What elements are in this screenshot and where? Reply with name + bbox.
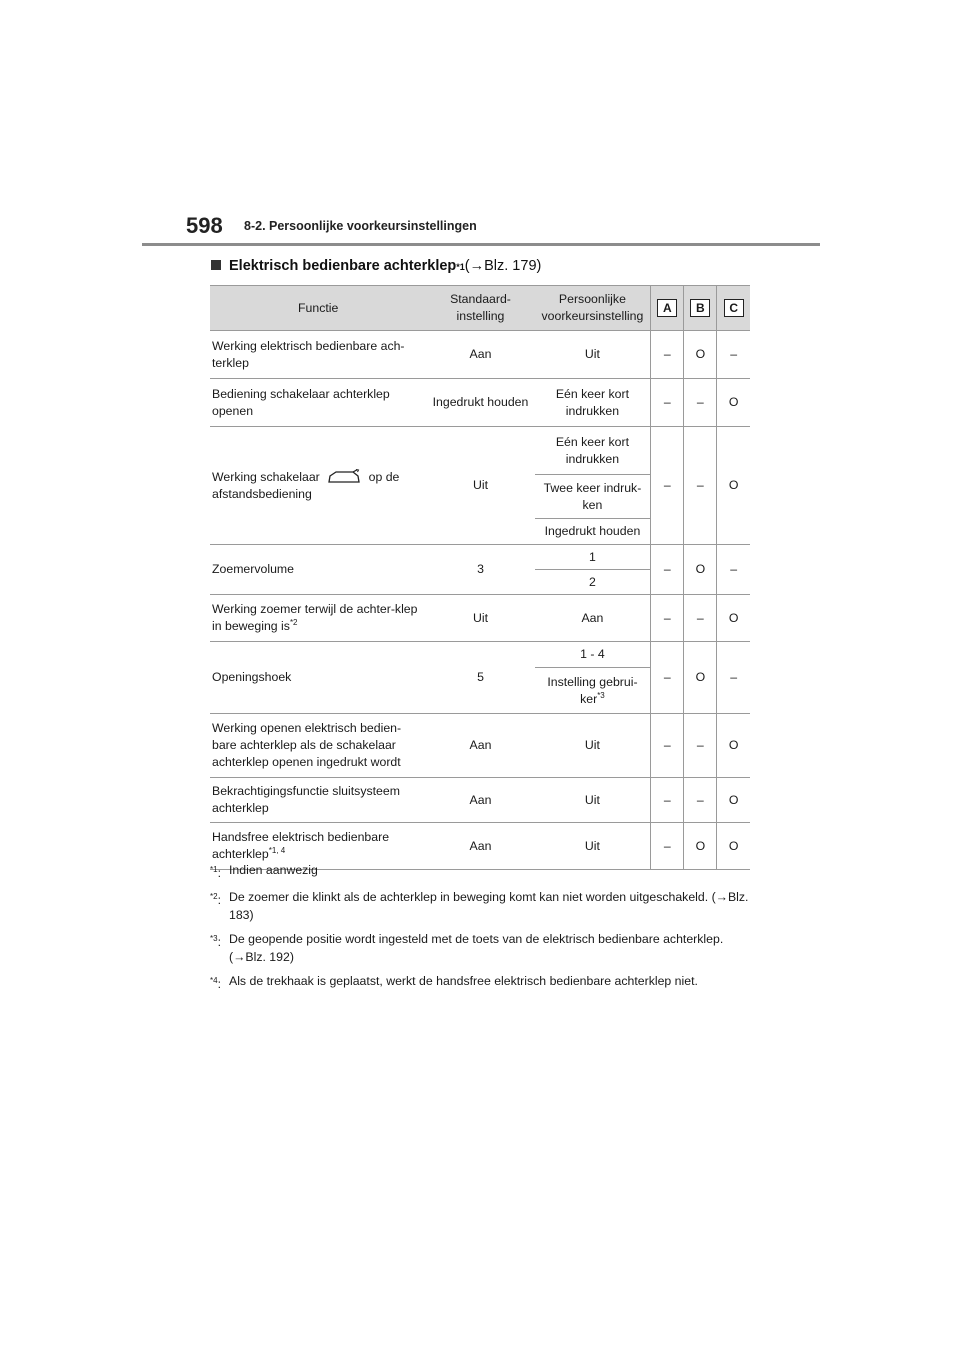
cell-a: – [651, 379, 684, 427]
cell-function [210, 595, 426, 642]
function-text: Werking zoemer terwijl de achter-klep in beweging is [212, 602, 418, 633]
table-row [210, 714, 750, 778]
footnote [210, 861, 755, 882]
cell-b: – [684, 778, 717, 823]
cell-b: – [684, 379, 717, 427]
cell-function: Bediening schakelaar achterklep openen [210, 379, 426, 427]
cell-default: Aan [426, 823, 534, 870]
cell-function: Werking elektrisch bedienbare ach-terklep [210, 331, 426, 379]
footnote-marker-text: *4 [210, 976, 218, 986]
cell-default: Uit [426, 595, 534, 642]
cell-a: – [651, 714, 684, 778]
cell-function: Openingshoek [210, 642, 426, 714]
table-header-row [210, 286, 750, 331]
cell-personal: 1 - 4 [535, 642, 651, 668]
function-text: Handsfree elektrisch bedienbare achterklep [212, 830, 390, 861]
footnote-text: Als de trekhaak is geplaatst, werkt de handsfree elektrisch bedienbare achterklep niet. [229, 974, 698, 989]
footnotes [210, 861, 755, 999]
function-footnote: *1, 4 [268, 845, 286, 855]
settings-table [210, 285, 750, 870]
table-row [210, 379, 750, 427]
cell-personal: Eén keer kort indrukken [535, 427, 651, 475]
square-bullet-icon [211, 260, 221, 270]
cell-function: Werking openen elektrisch bedien-bare achterklep als de schakelaar achterklep openen ingedrukt wordt [210, 714, 426, 778]
cell-personal [535, 668, 651, 714]
header-b [684, 286, 717, 331]
footnote-text: Indien aanwezig [229, 863, 318, 877]
function-text-pre: Werking schakelaar [212, 469, 320, 484]
table-row [210, 427, 750, 475]
cell-b: – [684, 427, 717, 545]
personal-footnote: *3 [597, 690, 605, 700]
table-row [210, 642, 750, 668]
cell-personal: 2 [535, 570, 651, 595]
section-reference: (→Blz. 179) [464, 258, 542, 274]
cell-b: O [684, 331, 717, 379]
cell-a: – [651, 778, 684, 823]
cell-personal: Twee keer indruk-ken [535, 475, 651, 519]
cell-default: 5 [426, 642, 534, 714]
footnote-text: De geopende positie wordt ingesteld met de toets van de elektrisch bedienbare achterklep. (→Blz. 192) [229, 932, 724, 965]
cell-a: – [651, 331, 684, 379]
header-a [651, 286, 684, 331]
cell-a: – [651, 823, 684, 870]
cell-c: O [717, 427, 750, 545]
page-number: 598 [186, 213, 223, 238]
chapter-title: 8-2. Persoonlijke voorkeursinstellingen [244, 219, 477, 233]
cell-default: Ingedrukt houden [426, 379, 534, 427]
table-row [210, 545, 750, 570]
header-divider [142, 243, 820, 246]
footnote [210, 972, 755, 993]
cell-function: Zoemervolume [210, 545, 426, 595]
function-text-post: op de afstandsbediening [212, 469, 400, 501]
footnote-marker-text: *2 [210, 892, 218, 902]
cell-b: O [684, 545, 717, 595]
cell-b: – [684, 595, 717, 642]
cell-c: O [717, 823, 750, 870]
personal-text: Instelling gebrui-ker [547, 674, 638, 706]
footnote [210, 888, 755, 924]
cell-a: – [651, 642, 684, 714]
letter-b-box: B [690, 299, 710, 317]
footnote-marker: $^{*4}$: [210, 976, 221, 992]
table-row [210, 595, 750, 642]
cell-personal: 1 [535, 545, 651, 570]
cell-default: Aan [426, 778, 534, 823]
cell-default: 3 [426, 545, 534, 595]
cell-b: O [684, 823, 717, 870]
cell-personal: Uit [535, 714, 651, 778]
header-function: Functie [210, 286, 426, 331]
cell-c: – [717, 331, 750, 379]
footnote-marker: $^{*1}$: [210, 865, 221, 881]
header-c [717, 286, 750, 331]
footnote-marker-text: *1 [210, 865, 218, 874]
letter-c-box: C [724, 299, 744, 317]
tailgate-icon [327, 469, 361, 485]
cell-c: O [717, 379, 750, 427]
cell-a: – [651, 595, 684, 642]
letter-a-box: A [657, 299, 677, 317]
cell-a: – [651, 427, 684, 545]
cell-c: – [717, 642, 750, 714]
cell-default: Aan [426, 331, 534, 379]
cell-personal: Uit [535, 331, 651, 379]
table-row [210, 778, 750, 823]
cell-personal: Eén keer kort indrukken [535, 379, 651, 427]
footnote-marker: $^{*3}$: [210, 934, 221, 950]
cell-c: O [717, 714, 750, 778]
section-heading: Elektrisch bedienbare achterklep *1 (→Blz. 179) [211, 258, 541, 274]
cell-personal: Uit [535, 778, 651, 823]
cell-personal: Ingedrukt houden [535, 519, 651, 545]
cell-default: Aan [426, 714, 534, 778]
cell-c: O [717, 595, 750, 642]
cell-a: – [651, 545, 684, 595]
footnote-text: De zoemer die klinkt als de achterklep in beweging komt kan niet worden uitgeschakeld. (→Blz. 183) [229, 890, 749, 923]
header-personal: Persoonlijke voorkeursinstelling [535, 286, 651, 331]
cell-b: O [684, 642, 717, 714]
section-title: Elektrisch bedienbare achterklep [229, 258, 457, 274]
cell-b: – [684, 714, 717, 778]
cell-c: O [717, 778, 750, 823]
cell-c: – [717, 545, 750, 595]
cell-default: Uit [426, 427, 534, 545]
cell-function: Bekrachtigingsfunctie sluitsysteem achterklep [210, 778, 426, 823]
footnote-marker: $^{*2}$: [210, 892, 221, 908]
footnote [210, 930, 755, 966]
cell-function [210, 427, 426, 545]
footnote-marker-text: *3 [210, 934, 218, 944]
cell-personal: Aan [535, 595, 651, 642]
cell-personal: Uit [535, 823, 651, 870]
header-default: Standaard-instelling [426, 286, 534, 331]
function-footnote: *2 [289, 617, 298, 627]
table-row [210, 331, 750, 379]
